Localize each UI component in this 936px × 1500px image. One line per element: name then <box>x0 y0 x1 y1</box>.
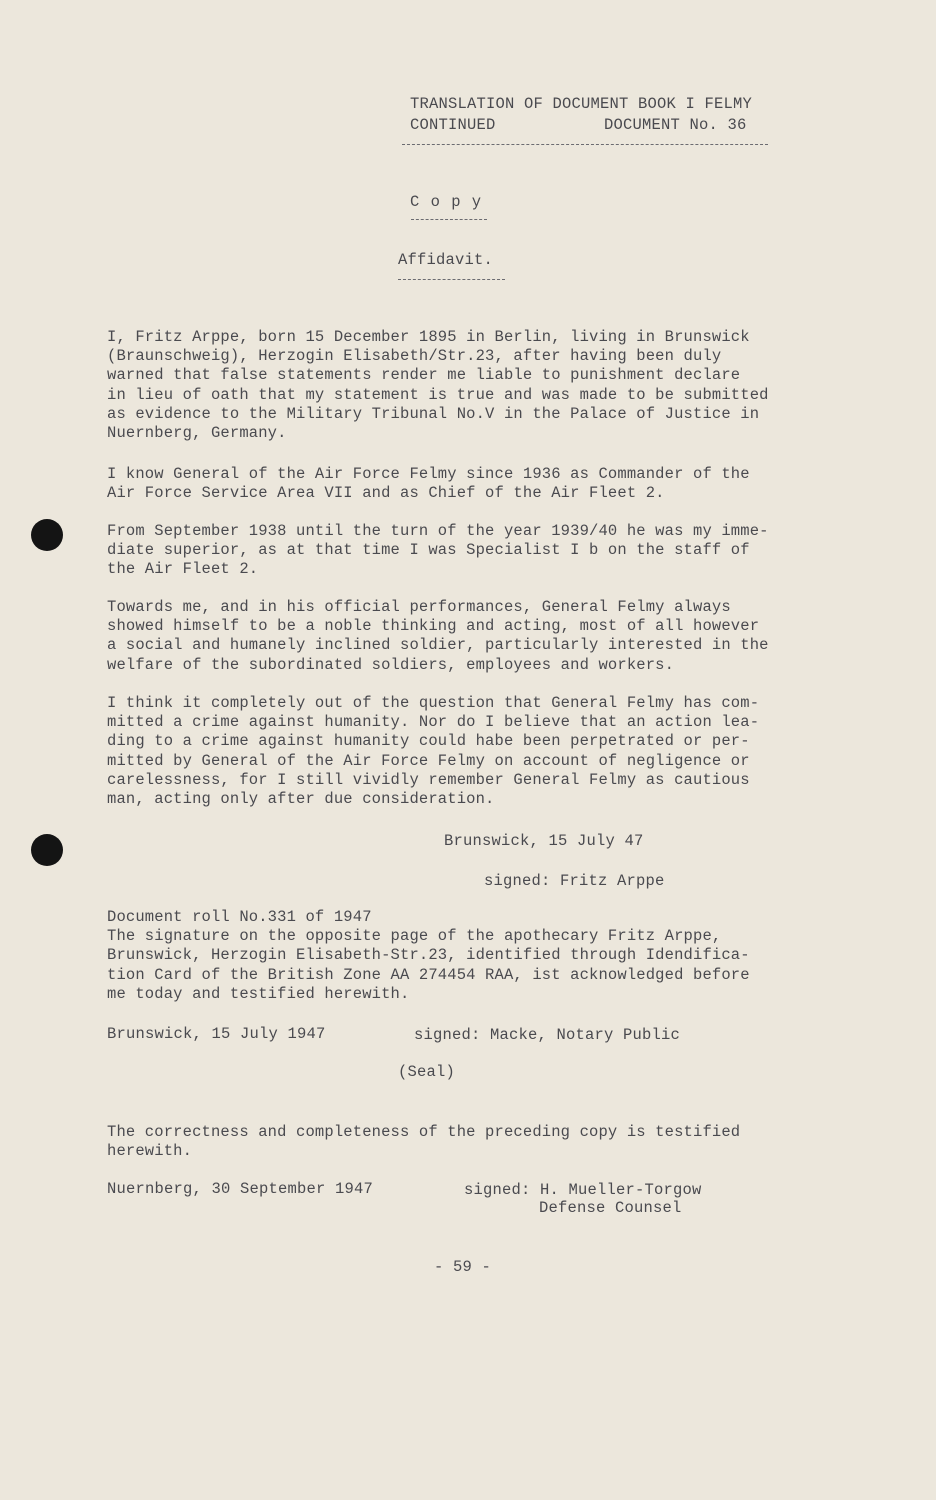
notary-line: Document roll No.331 of 1947 <box>107 908 372 926</box>
header-document-number: DOCUMENT No. 36 <box>604 116 747 134</box>
notary-signature: signed: Macke, Notary Public <box>414 1026 681 1044</box>
certification-line: The correctness and completeness of the preceding copy is testified <box>107 1123 741 1141</box>
paragraph-acquaintance <box>107 465 797 503</box>
paragraph-line: man, acting only after due consideration. <box>107 790 495 809</box>
paragraph-line: ding to a crime against humanity could habe been perpetrated or per- <box>107 732 750 751</box>
document-title: Affidavit. <box>398 251 494 269</box>
notary-date: Brunswick, 15 July 1947 <box>107 1025 326 1043</box>
paragraph-line: a social and humanely inclined soldier, particularly interested in the <box>107 636 769 655</box>
certification-line: herewith. <box>107 1142 193 1161</box>
paragraph-line: in lieu of oath that my statement is true and was made to be submitted <box>107 385 769 404</box>
paragraph-line: Nuernberg, Germany. <box>107 424 287 443</box>
paragraph-line: carelessness, for I still vividly remember General Felmy as cautious <box>107 770 750 789</box>
paragraph-service <box>107 522 797 580</box>
paragraph-line: I think it completely out of the question that General Felmy has com- <box>107 694 760 712</box>
certification <box>107 1123 797 1161</box>
header-rule <box>402 144 768 145</box>
paragraph-line: warned that false statements render me liable to punishment declare <box>107 366 741 385</box>
notary-line: tion Card of the British Zone AA 274454 RAA, ist acknowledged before <box>107 965 750 984</box>
place-date: Brunswick, 15 July 47 <box>444 832 644 850</box>
paragraph-line: as evidence to the Military Tribunal No.V in the Palace of Justice in <box>107 404 760 423</box>
notary-line: Brunswick, Herzogin Elisabeth-Str.23, identified through Idendifica- <box>107 946 750 965</box>
paragraph-line: showed himself to be a noble thinking and acting, most of all however <box>107 617 760 636</box>
paragraph-line: (Braunschweig), Herzogin Elisabeth/Str.23, after having been duly <box>107 347 722 366</box>
page-number: - 59 - <box>434 1258 492 1276</box>
notary-line: The signature on the opposite page of the apothecary Fritz Arppe, <box>107 927 722 946</box>
paragraph-line: Towards me, and in his official performances, General Felmy always <box>107 598 731 616</box>
paragraph-opinion <box>107 694 797 809</box>
counsel-title: Defense Counsel <box>539 1199 682 1217</box>
header-continued: CONTINUED <box>410 116 496 134</box>
counsel-date: Nuernberg, 30 September 1947 <box>107 1180 374 1198</box>
seal: (Seal) <box>398 1063 456 1081</box>
notary-line: me today and testified herewith. <box>107 984 410 1003</box>
paragraph-line: the Air Fleet 2. <box>107 560 259 579</box>
notary-block <box>107 908 797 1004</box>
header-title: TRANSLATION OF DOCUMENT BOOK I FELMY <box>410 95 753 113</box>
affiant-signature: signed: Fritz Arppe <box>484 872 665 890</box>
paragraph-line: I know General of the Air Force Felmy since 1936 as Commander of the <box>107 465 750 483</box>
counsel-signature: signed: H. Mueller-Torgow <box>464 1181 702 1199</box>
punch-hole <box>31 834 63 866</box>
copy-label: C o p y <box>410 193 483 211</box>
paragraph-character <box>107 598 797 675</box>
paragraph-line: diate superior, as at that time I was Specialist I b on the staff of <box>107 541 750 560</box>
title-underline <box>398 279 505 280</box>
paragraph-line: mitted by General of the Air Force Felmy on account of negligence or <box>107 751 750 770</box>
paragraph-identity <box>107 328 797 443</box>
paragraph-line: I, Fritz Arppe, born 15 December 1895 in Berlin, living in Brunswick <box>107 328 750 346</box>
paragraph-line: welfare of the subordinated soldiers, employees and workers. <box>107 655 675 674</box>
punch-hole <box>31 519 63 551</box>
paragraph-line: Air Force Service Area VII and as Chief of the Air Fleet 2. <box>107 484 665 503</box>
copy-underline <box>411 219 487 220</box>
paragraph-line: mitted a crime against humanity. Nor do I believe that an action lea- <box>107 713 760 732</box>
paragraph-line: From September 1938 until the turn of the year 1939/40 he was my imme- <box>107 522 769 540</box>
